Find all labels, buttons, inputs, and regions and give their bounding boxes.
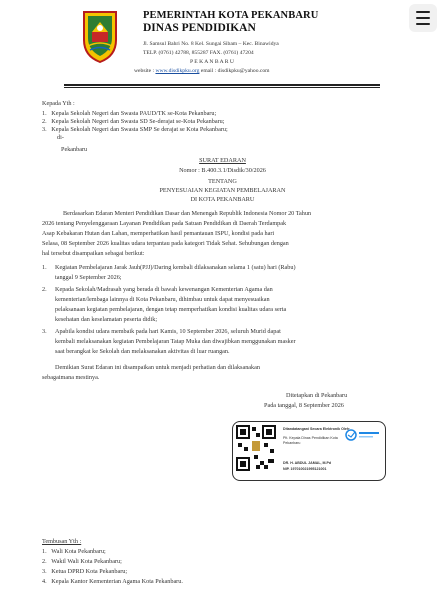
letter-title: SURAT EDARAN [199, 157, 246, 164]
body-line: hal tersebut disampaikan sebagai berikut: [42, 250, 145, 257]
point-line: Kepada Sekolah/Madrasah yang berada di bawah kewenangan Kementerian Agama dan [55, 286, 273, 293]
list-item: 1. Wali Kota Pekanbaru; [42, 548, 106, 555]
list-item: 1. Kepala Sekolah Negeri dan Swasta PAUD/TK se-Kota Pekanbaru; [42, 110, 217, 117]
point-line: tanggal 9 September 2026; [55, 274, 122, 281]
address-text: Jl. Samsul Bahri No. 8 Kel. Sungai Sibam – Kec. Binawidya [143, 41, 279, 47]
closing-line: sebagaimana mestinya. [42, 374, 100, 381]
letter-subject-line-1: PENYESUAIAN KEGIATAN PEMBELAJARAN [159, 187, 286, 194]
point-line: saat berangkat ke Sekolah dan melaksanakan aktivitas di luar ruangan. [55, 348, 230, 355]
phone-text: TELP. (0761) 42788, 855287 FAX. (0761) 47204 [143, 50, 254, 56]
signature-date: Pada tanggal, 8 September 2026 [264, 402, 344, 409]
government-name: PEMERINTAH KOTA PEKANBARU [143, 10, 319, 21]
point-number: 1. [42, 264, 47, 271]
city-text: P E K A N B A R U [190, 59, 234, 65]
list-item: 2. Wakil Wali Kota Pekanbaru; [42, 558, 122, 565]
list-item: 2. Kepala Sekolah Negeri dan Swasta SD Se-derajat se-Kota Pekanbaru; [42, 118, 225, 125]
point-number: 2. [42, 286, 47, 293]
signature-place: Ditetapkan di Pekanbaru [286, 392, 348, 399]
menu-icon[interactable] [409, 4, 437, 32]
letter-number: Nomor : B.400.3.1/Disdik/30/2026 [179, 167, 266, 174]
body-line: 2026 tentang Penyelenggaraan Layanan Pendidikan pada Satuan Pendidikan di Daerah Terdampak [42, 220, 287, 227]
list-item: 3. Ketua DPRD Kota Pekanbaru; [42, 568, 128, 575]
point-number: 3. [42, 328, 47, 335]
cc-title: Tembusan Yth : [42, 538, 82, 545]
signatory-name: DR. H. ABDUL JAMAL, M.Pd [283, 461, 332, 465]
recipients-place: Pekanbaru [61, 146, 88, 153]
esign-title: Ditandatangani Secara Elektronik Oleh: [283, 427, 351, 431]
point-line: Apabila kondisi udara membaik pada hari Kamis, 10 September 2026, seluruh Murid dapat [55, 328, 281, 335]
esign-role-line-1: Plt. Kepala Dinas Pendidikan Kota [283, 436, 338, 440]
recipients-di: di- [57, 134, 64, 141]
body-line: Berdasarkan Edaran Menteri Pendidikan Dasar dan Menengah Republik Indonesia Nomor 20 Tahun [63, 210, 312, 217]
body-line: Selasa, 08 September 2026 kualitas udara terpantau pada kategori Tidak Sehat. Sehubungan dengan [42, 240, 289, 247]
contact-line: website : www.disdikpku.org email : disdikpku@yahoo.com [134, 68, 270, 74]
list-item: 3. Kepala Sekolah Negeri dan Swasta SMP Se derajat se Kota Pekanbaru; [42, 126, 228, 133]
signatory-nip: NIP. 197010021995121001 [283, 467, 327, 471]
recipients-intro: Kepada Yth : [42, 100, 75, 107]
list-item: 4. Kepala Kantor Kementerian Agama Kota Pekanbaru. [42, 578, 183, 585]
header-rule-thin [64, 87, 380, 88]
department-name: DINAS PENDIDIKAN [143, 22, 256, 34]
qr-code [236, 425, 276, 471]
point-line: Kegiatan Pembelajaran Jarak Jauh(PJJ)/Daring kembali dilaksanakan selama 1 (satu) hari (Rabu) [55, 264, 296, 271]
letter-subject-line-2: DI KOTA PEKANBARU [190, 196, 255, 203]
body-line: Asap Kebakaran Hutan dan Lahan, memperhatikan hasil pemantauan ISPU, kondisi pada hari [42, 230, 275, 237]
bsre-logo [344, 428, 382, 442]
point-line: pelaksanaan kegiatan pembelajaran, dengan tetap memperhatikan kondisi kualitas udara serta [55, 306, 287, 313]
point-line: kesehatan dan keselamatan peserta didik; [55, 316, 158, 323]
esign-role-line-2: Pekanbaru [283, 441, 301, 445]
city-emblem-logo [80, 10, 120, 64]
closing-line: Demikian Surat Edaran ini disampaikan untuk menjadi perhatian dan dilaksanakan [55, 364, 260, 371]
header-rule [64, 84, 380, 86]
point-line: kembali melaksanakan kegiatan Pembelajaran Tatap Muka dan diwajibkan menggunakan masker [55, 338, 296, 345]
point-line: kementerian/lembaga lainnya di Kota Pekanbaru, dihimbau untuk dapat menyesuaikan [55, 296, 270, 303]
website-link[interactable]: www.disdikpku.org [155, 68, 200, 74]
letter-tentang: TENTANG [208, 178, 237, 185]
